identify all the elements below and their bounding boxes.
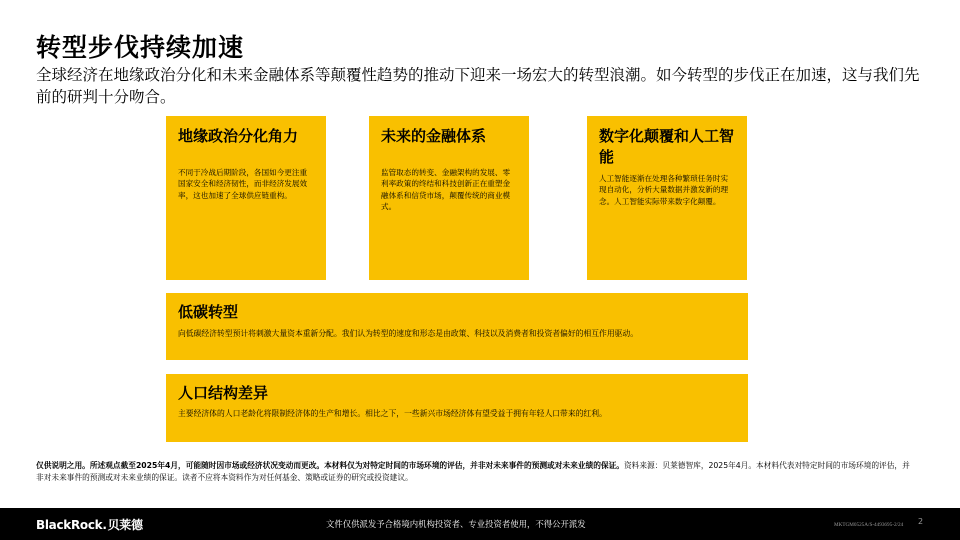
card-body: 主要经济体的人口老龄化将限制经济体的生产和增长。相比之下，一些新兴市场经济体有望受益于拥有年轻人口带来的红利。 — [178, 409, 607, 418]
card-title: 人口结构差异 — [178, 384, 269, 402]
card-body: 监管取态的转变、金融架构的发展、零利率政策的终结和科技创新正在重塑金融体系和信贷市场，颠覆传统的商业模式。 — [381, 168, 511, 212]
card-future-finance — [369, 116, 529, 280]
document-code: MKTGM0525A/S-4493695-2/24 — [834, 522, 904, 528]
page-title: 转型步伐持续加速 — [36, 33, 245, 62]
disclaimer — [36, 460, 916, 483]
card-digital-ai — [587, 116, 747, 280]
brand-name-cn: 贝莱德 — [107, 518, 143, 532]
footer-bar — [0, 508, 960, 540]
brand-name: BlackRock. — [36, 518, 107, 532]
card-low-carbon — [166, 293, 748, 360]
card-title: 低碳转型 — [178, 303, 239, 321]
card-title: 未来的金融体系 — [381, 127, 487, 145]
disclaimer-text: 资料来源：贝莱德智库，2025年4月。本材料代表对特定时间的市场环境的评估，并非对未来事件的预测或对未来业绩的保证。读者不应将本资料作为对任何基金、策略或证券的研究或投资建议。 — [36, 461, 910, 482]
page-number: 2 — [918, 517, 924, 526]
brand-logo — [36, 516, 143, 533]
card-body: 人工智能逐渐在处理各种繁琐任务时实现自动化，分析大量数据并激发新的理念。人工智能实际带来数字化颠覆。 — [599, 174, 729, 206]
card-title: 地缘政治分化角力 — [178, 127, 299, 145]
disclaimer-bold: 仅供说明之用。所述观点截至2025年4月，可能随时因市场或经济状况变动而更改。本材料仅为对特定时间的市场环境的评估，并非对未来事件的预测或对未来业绩的保证。 — [36, 461, 624, 470]
card-geopolitics — [166, 116, 326, 280]
page-subtitle: 全球经济在地缘政治分化和未来金融体系等颠覆性趋势的推动下迎来一场宏大的转型浪潮。如今转型的步伐正在加速，这与我们先前的研判十分吻合。 — [36, 66, 920, 106]
card-body: 不同于冷战后期阶段，各国如今更注重国家安全和经济韧性，而非经济发展效率，这也加速了全球供应链重构。 — [178, 168, 308, 200]
distribution-note: 文件仅供派发予合格境内机构投资者、专业投资者使用，不得公开派发 — [326, 519, 586, 529]
card-body: 向低碳经济转型预计将刺激大量资本重新分配。我们认为转型的速度和形态是由政策、科技以及消费者和投资者偏好的相互作用驱动。 — [178, 329, 639, 338]
card-title: 数字化颠覆和人工智能 — [599, 127, 735, 166]
card-demographics — [166, 374, 748, 442]
